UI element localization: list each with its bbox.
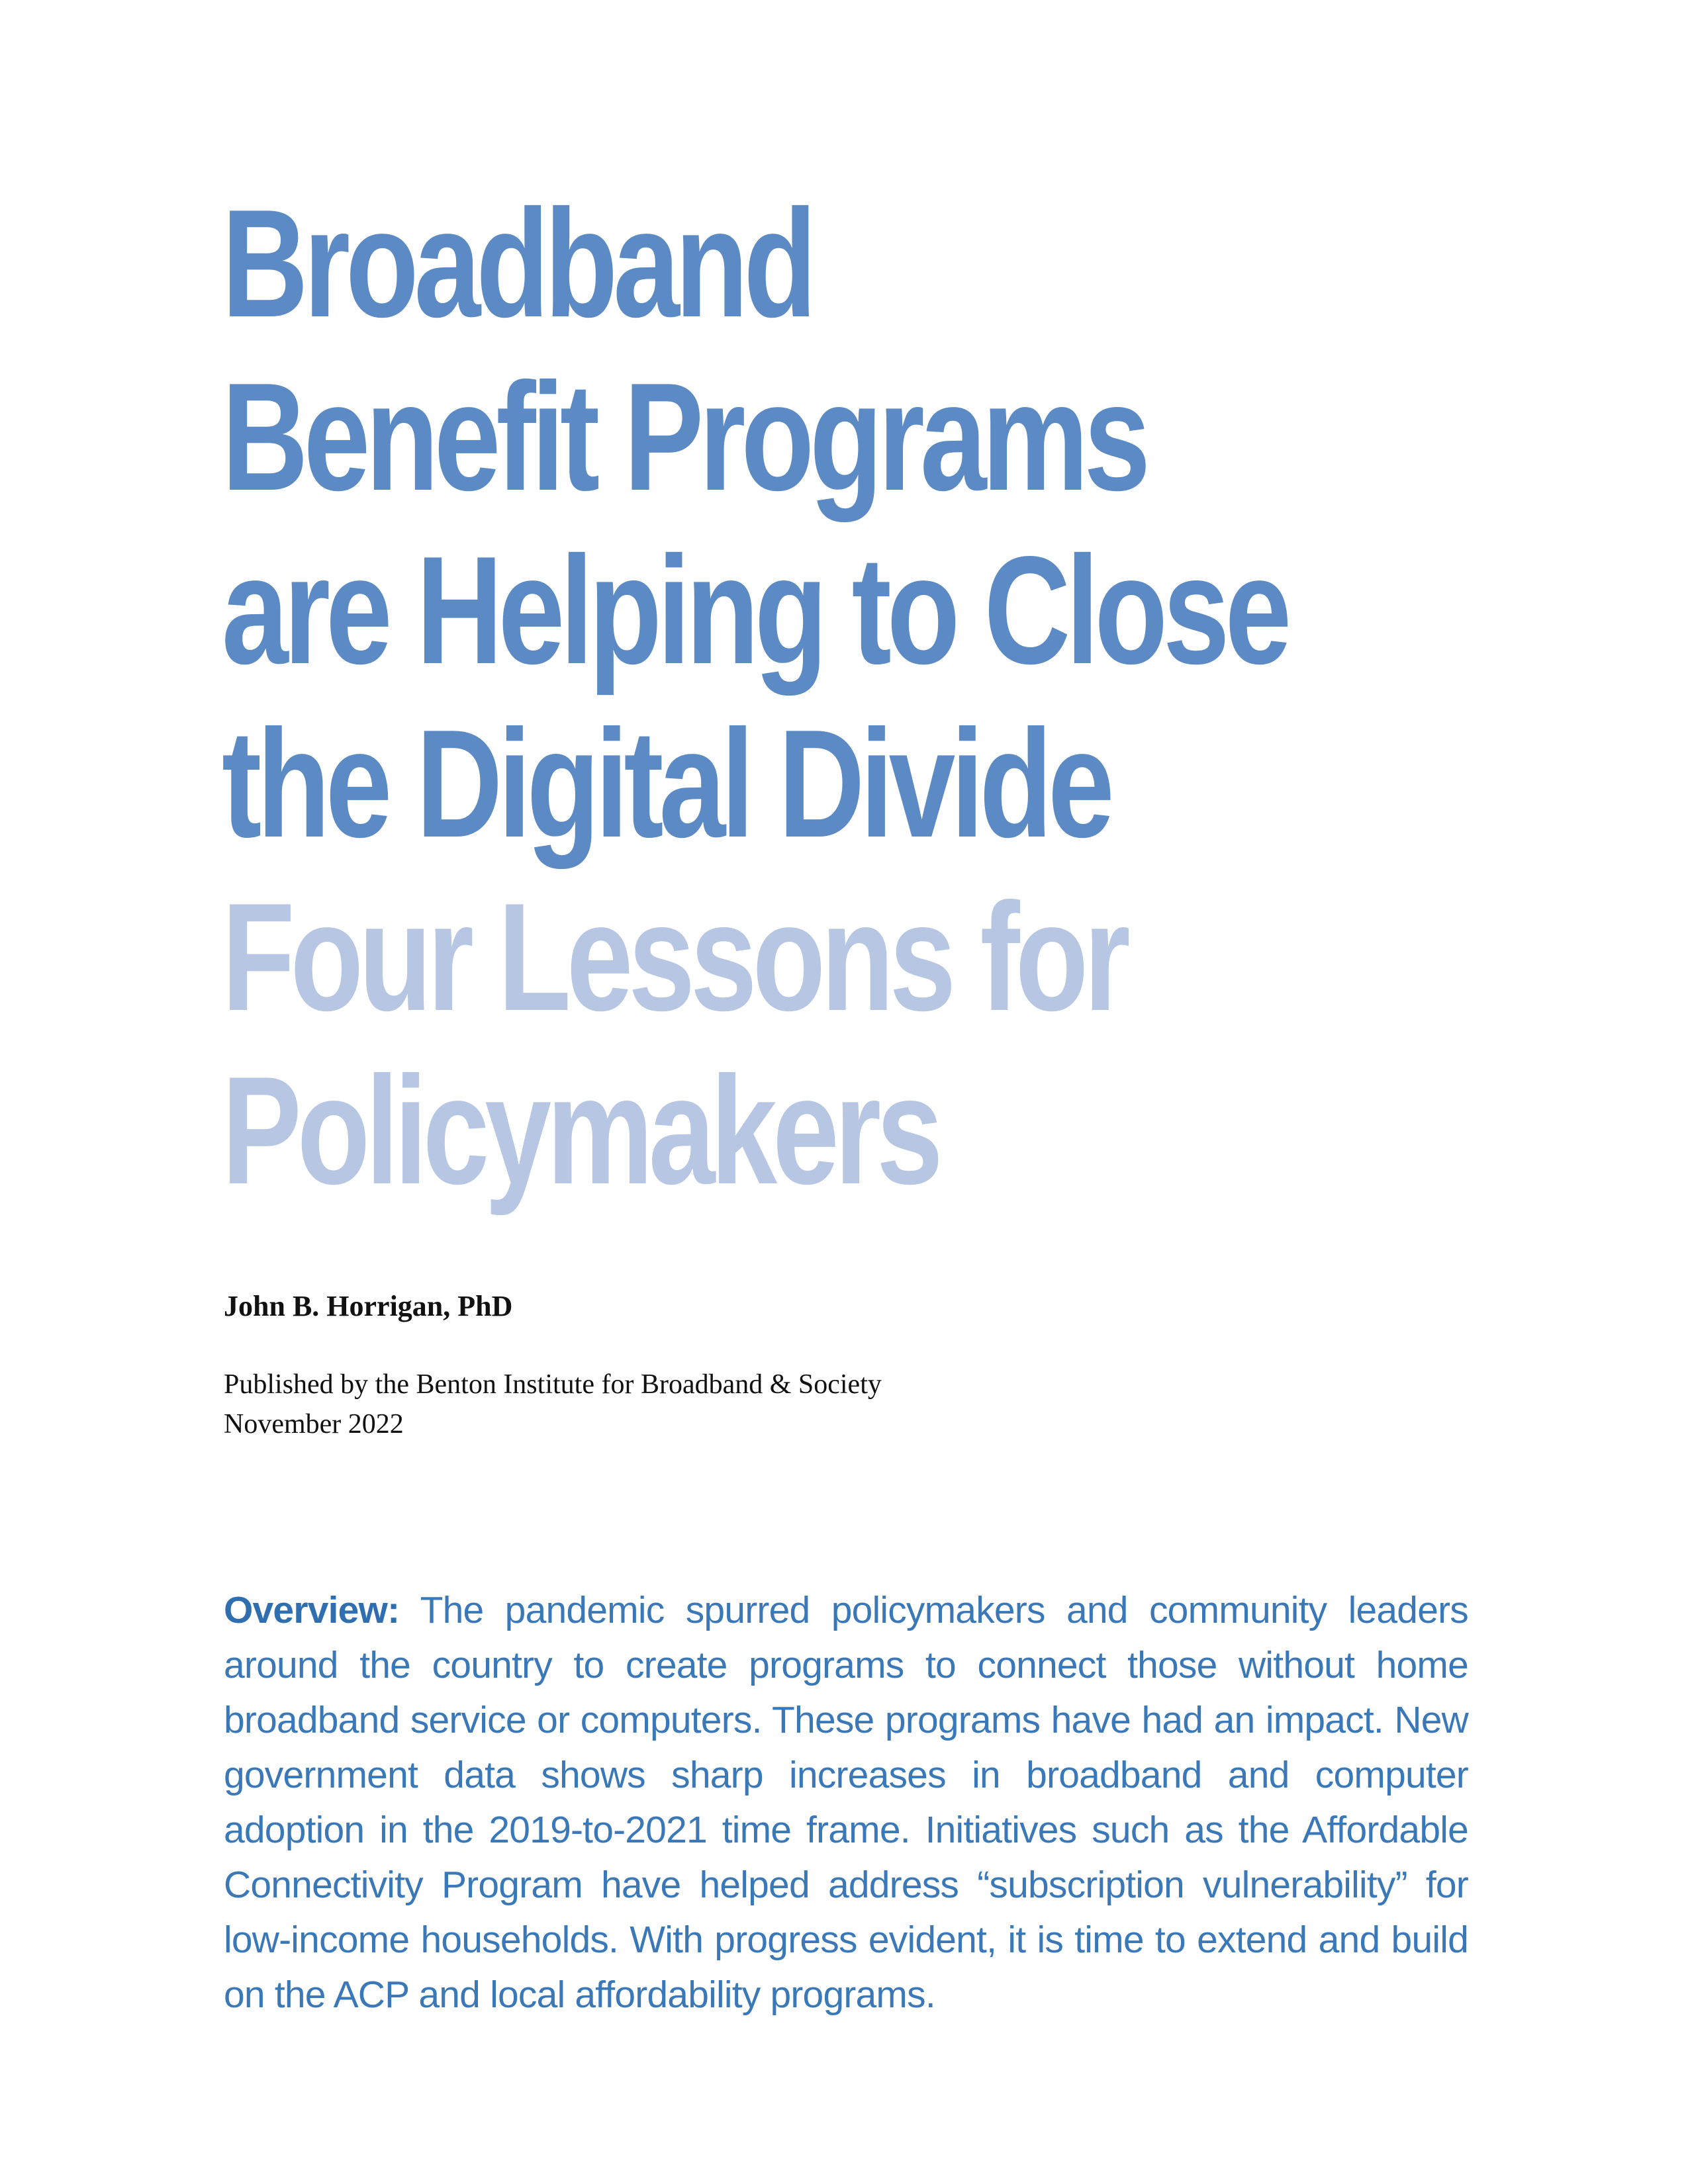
publisher-line: Published by the Benton Institute for Broadband & Society <box>224 1369 882 1400</box>
title-line-3: are Helping to Close <box>222 525 1288 696</box>
overview-label: Overview: <box>224 1589 400 1631</box>
overview-text: The pandemic spurred policymakers and community leaders around the country to create programs to connect those without home broadband service or computers. These programs have had an impact. New government data shows sharp increases in broadband and computer adoption in the 2019-to-2021 time frame. Initiatives such as the Affordable Connectivity Program have helped address “subscription vulnerability” for low-income households. With progress evident, it is time to extend and build on the ACP and local affordability programs. <box>224 1589 1468 2016</box>
report-title <box>222 177 1479 1218</box>
title-line-1: Broadband <box>222 178 812 349</box>
publication-date: November 2022 <box>224 1409 404 1439</box>
publication-info <box>224 1365 882 1444</box>
subtitle-line-2: Policymakers <box>222 1045 939 1216</box>
author-name: John B. Horrigan, PhD <box>224 1290 513 1322</box>
overview-paragraph <box>224 1583 1468 2023</box>
title-line-4: the Digital Divide <box>222 698 1110 870</box>
title-line-2: Benefit Programs <box>222 351 1147 523</box>
subtitle-line-1: Four Lessons for <box>222 872 1126 1043</box>
